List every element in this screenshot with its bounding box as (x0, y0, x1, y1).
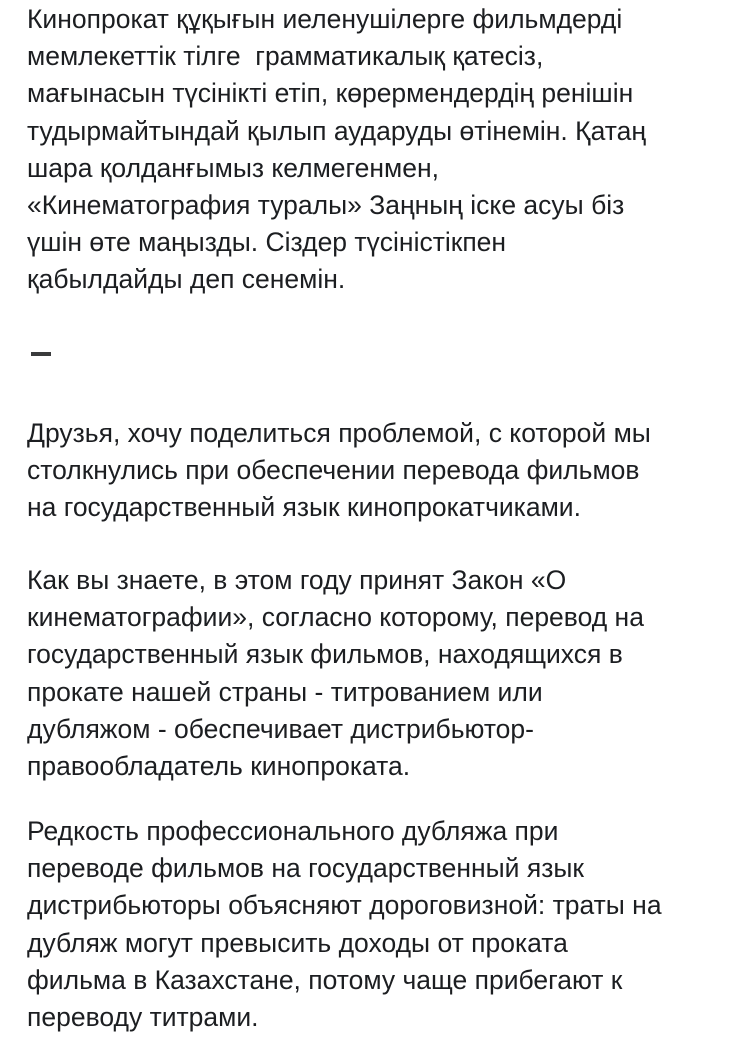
text-line: Как вы знаете, в этом году принят Закон «О (27, 565, 567, 595)
text-line: мемлекеттік тілге грамматикалық қатесіз, (27, 41, 544, 72)
text-line: переводе фильмов на государственный язык (27, 853, 584, 884)
text-line: Друзья, хочу поделиться проблемой, с которой мы (27, 418, 651, 448)
text-line: правообладатель кинопроката. (27, 751, 411, 782)
paragraph-law (27, 562, 644, 785)
text-line: Кинопрокат құқығын иеленушілерге фильмдерді (27, 4, 623, 34)
text-line: дистрибьюторы объясняют дороговизной: траты на (27, 890, 662, 921)
paragraph-kazakh (27, 1, 646, 299)
text-line: тудырмайтындай қылып аударуды өтінемін. Қатаң (27, 115, 646, 146)
text-line: «Кинематография туралы» Заңның іске асуы біз (27, 190, 625, 221)
text-line: Редкость профессионального дубляжа при (27, 816, 559, 846)
text-line: фильма в Казахстане, потому чаще прибегают к (27, 964, 623, 995)
paragraph-intro (27, 415, 651, 527)
separator-dash (31, 352, 51, 356)
paragraph-dubbing (27, 813, 662, 1036)
text-line: на государственный язык кинопрокатчиками. (27, 492, 581, 523)
text-line: мағынасын түсінікті етіп, көрермендердің ренішін (27, 78, 634, 109)
text-line: переводу титрами. (27, 1002, 259, 1033)
text-line: прокате нашей страны - титрованием или (27, 676, 543, 707)
text-line: дубляж могут превысить доходы от проката (27, 927, 568, 958)
text-line: государственный язык фильмов, находящихся в (27, 639, 623, 670)
text-line: үшін өте маңызды. Сіздер түсіністікпен (27, 227, 507, 258)
text-line: столкнулись при обеспечении перевода фильмов (27, 455, 640, 486)
text-line: қабылдайды деп сенемін. (27, 264, 346, 295)
text-line: шара қолданғымыз келмегенмен, (27, 152, 439, 183)
text-line: кинематографии», согласно которому, перевод на (27, 602, 644, 633)
text-line: дубляжом - обеспечивает дистрибьютор- (27, 713, 534, 744)
